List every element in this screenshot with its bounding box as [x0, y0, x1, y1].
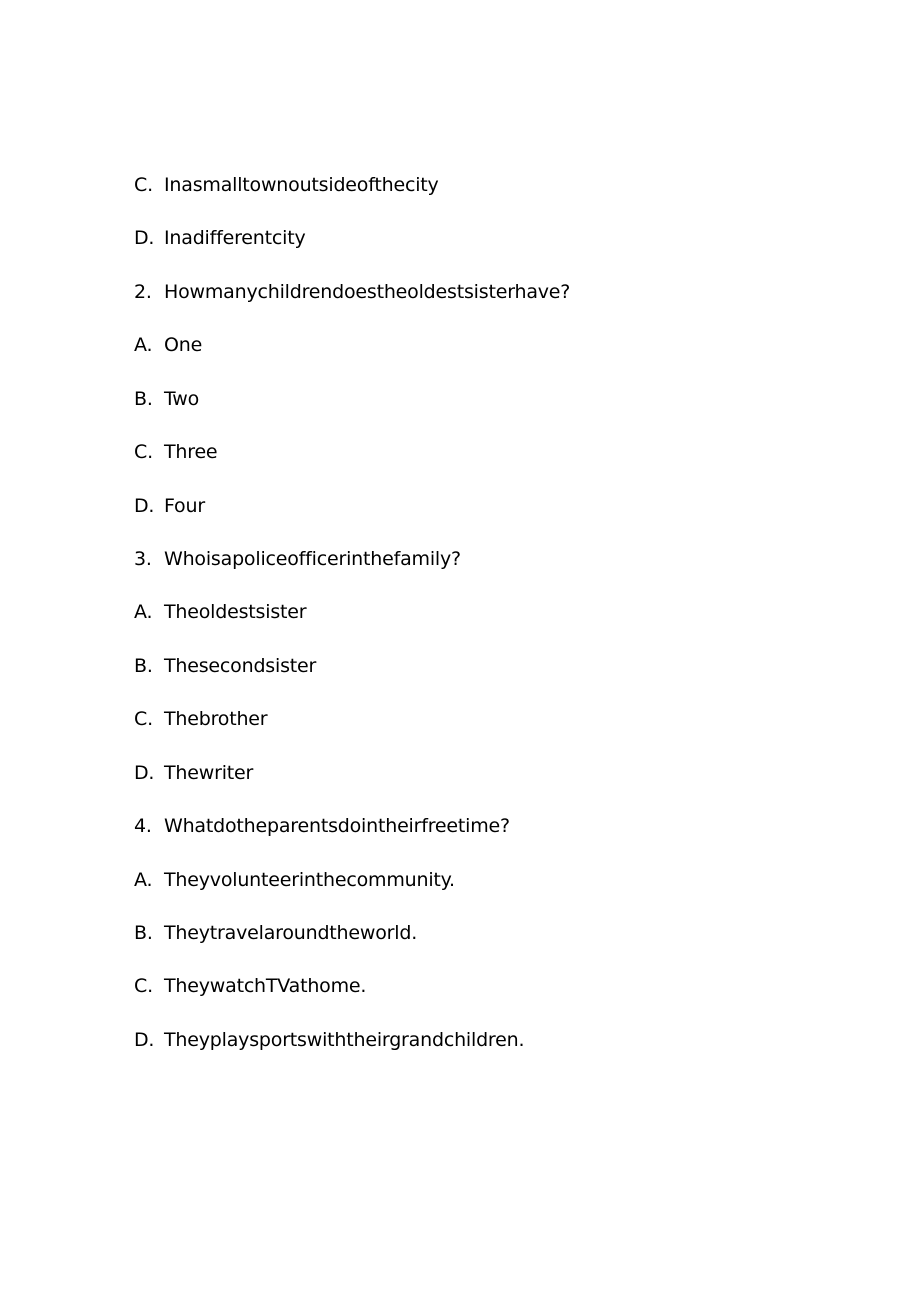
option-d-q3 [134, 759, 253, 787]
option-c-q2 [134, 438, 217, 466]
question-text: Whatdotheparentsdointheirfreetime? [164, 815, 510, 837]
option-d-q2 [134, 492, 205, 520]
option-b-q3 [134, 652, 316, 680]
option-d-q4 [134, 1026, 524, 1054]
option-a-q3 [134, 598, 306, 626]
option-text: Thesecondsister [164, 655, 317, 677]
option-marker: D. [134, 227, 155, 249]
option-marker: B. [134, 388, 153, 410]
option-marker: A. [134, 334, 153, 356]
question-text: Howmanychildrendoestheoldestsisterhave? [164, 281, 571, 303]
option-marker: D. [134, 1029, 155, 1051]
option-text: Two [164, 388, 200, 410]
option-c-q1 [134, 171, 439, 199]
option-marker: C. [134, 441, 153, 463]
option-marker: D. [134, 495, 155, 517]
option-marker: D. [134, 762, 155, 784]
question-4 [134, 812, 510, 840]
question-number: 2. [134, 281, 152, 303]
option-text: Three [164, 441, 218, 463]
option-text: Theyvolunteerinthecommunity. [164, 869, 455, 891]
option-text: Inasmalltownoutsideofthecity [164, 174, 439, 196]
question-3 [134, 545, 461, 573]
option-marker: B. [134, 922, 153, 944]
option-c-q4 [134, 972, 366, 1000]
option-b-q2 [134, 385, 199, 413]
option-text: Four [164, 495, 205, 517]
option-text: Theytravelaroundtheworld. [164, 922, 418, 944]
option-marker: C. [134, 174, 153, 196]
question-number: 4. [134, 815, 152, 837]
option-marker: A. [134, 869, 153, 891]
option-text: Thebrother [164, 708, 268, 730]
option-text: One [164, 334, 203, 356]
question-number: 3. [134, 548, 152, 570]
option-text: Inadifferentcity [164, 227, 306, 249]
option-c-q3 [134, 705, 267, 733]
option-marker: A. [134, 601, 153, 623]
option-text: Theyplaysportswiththeirgrandchildren. [164, 1029, 525, 1051]
option-marker: B. [134, 655, 153, 677]
option-text: TheywatchTVathome. [164, 975, 367, 997]
question-2 [134, 278, 570, 306]
question-text: Whoisapoliceofficerinthefamily? [164, 548, 461, 570]
option-b-q4 [134, 919, 417, 947]
option-marker: C. [134, 708, 153, 730]
option-d-q1 [134, 224, 306, 252]
option-text: Theoldestsister [164, 601, 307, 623]
option-text: Thewriter [164, 762, 254, 784]
option-a-q4 [134, 866, 455, 894]
option-marker: C. [134, 975, 153, 997]
option-a-q2 [134, 331, 202, 359]
